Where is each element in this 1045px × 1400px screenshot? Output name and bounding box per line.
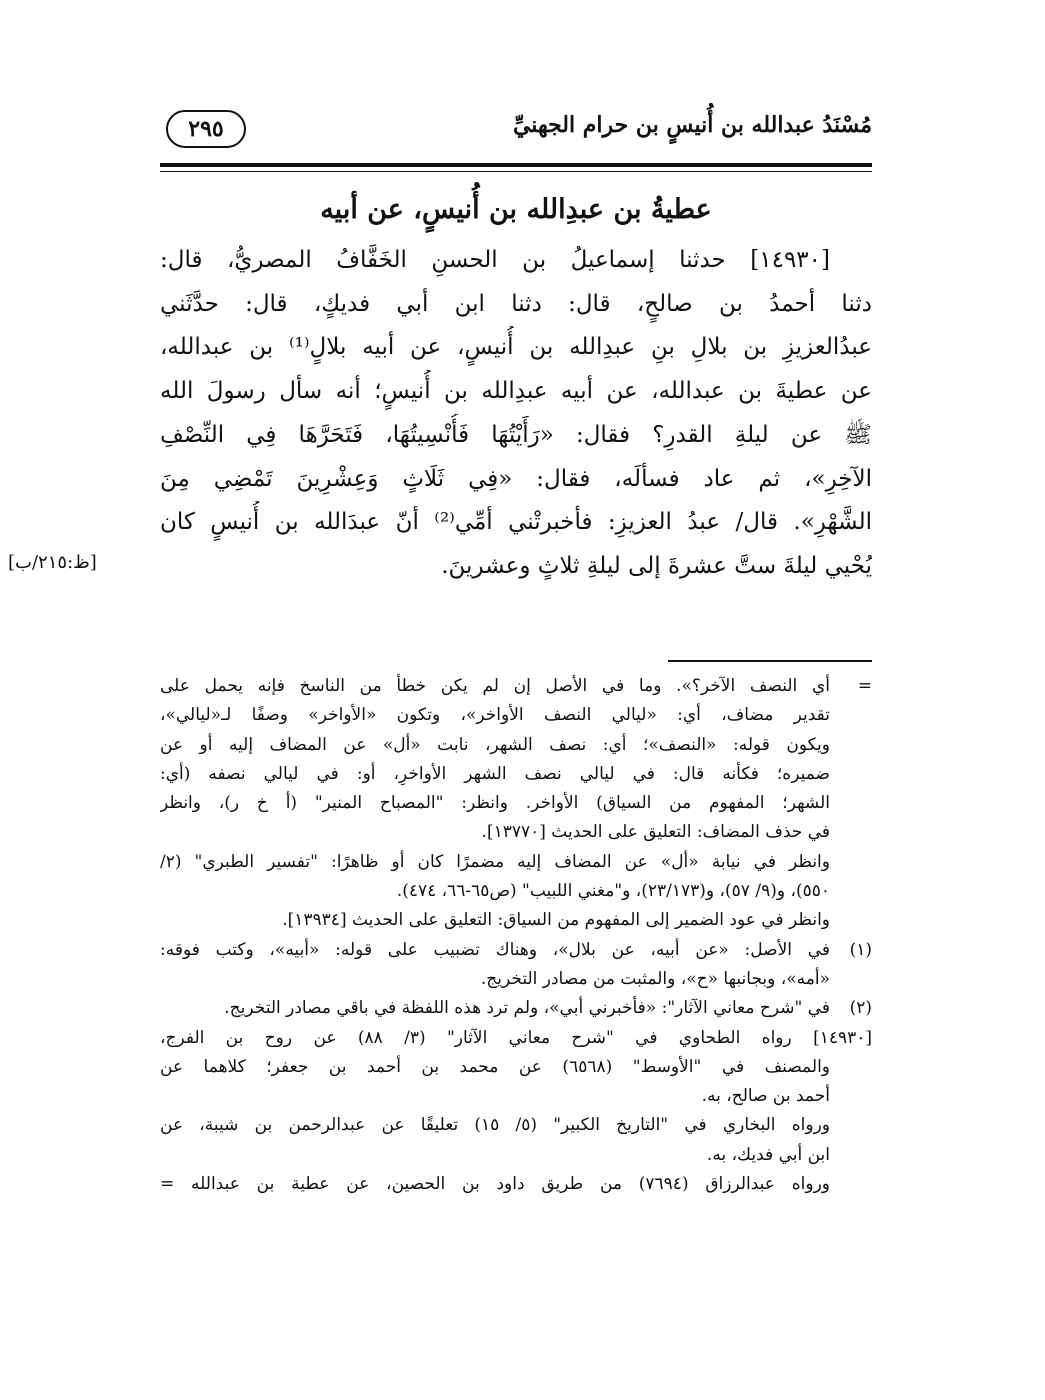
footnote-line: الشهر؛ المفهوم من السياق) الأواخر. وانظر: "المصباح المنير" (أ خ ر)، وانظر <box>160 793 830 814</box>
footnote-line: [١٤٩٣٠] رواه الطحاوي في "شرح معاني الآثار" (٣/ ٨٨) عن روح بن الفرج، <box>160 1027 872 1048</box>
footnote-line <box>160 994 872 1023</box>
text-line: عن عطيةَ بن عبدالله، عن أبيه عبدِالله بن أُنيسٍ؛ أنه سأل رسولَ الله <box>160 378 872 405</box>
footnote-line: وانظر في نيابة «أل» عن المضاف إليه مضمرًا كان أو ظاهرًا: "تفسير الطبري" (٢/ <box>160 851 830 872</box>
footnote-line: «أمه»، وبجانبها «ح»، والمثبت من مصادر التخريج. <box>480 968 830 989</box>
running-title: مُسْنَدُ عبدالله بن أُنيسٍ بن حرام الجهنيِّ <box>512 112 872 138</box>
footnote-line: ويكون قوله: «النصف»؛ أي: نصف الشهر، نابت «أل» عن المضاف إليه أو عن <box>160 734 830 755</box>
footnote-line <box>160 936 872 965</box>
footnote-line: في حذف المضاف: التعليق على الحديث [١٣٧٧٠]. <box>481 822 830 843</box>
footnote-line: وانظر في عود الضمير إلى المفهوم من السياق: التعليق على الحديث [١٣٩٣٤]. <box>282 910 830 931</box>
footnote-marker: (١) <box>849 939 872 960</box>
text-line: الشَّهْرِ». قال/ عبدُ العزيزِ: فأخبرتْني أمِّي⁽²⁾ أنّ عبدَالله بن أُنيسٍ كان <box>160 509 872 536</box>
text-line: يُحْيي ليلةَ ستَّ عشرةَ إلى ليلةِ ثلاثٍ وعشرينَ. <box>441 552 872 579</box>
footnote-text: في "شرح معاني الآثار": «فأخبرني أبي»، ولم ترد هذه اللفظة في باقي مصادر التخريج. <box>224 998 830 1019</box>
footnote-line: ضميره؛ فكأنه قال: في ليالي نصف الشهر الأواخرِ، أو: في ليالي نصفه (أي: <box>160 763 830 784</box>
section-heading: عطيةُ بن عبدِالله بن أُنيسٍ، عن أبيه <box>320 194 712 225</box>
footnotes <box>160 672 872 1199</box>
footnote-line: والمصنف في "الأوسط" (٦٥٦٨) عن محمد بن أحمد بن جعفر؛ كلاهما عن <box>160 1056 830 1077</box>
footnote-line: تقدير مضاف، أي: «ليالي النصف الأواخر»، وتكون «الأواخر» وصفًا لـ«ليالي»، <box>160 705 830 726</box>
header-rule-thin <box>160 171 872 172</box>
footnote-line: ٥٥٠)، و(٩/ ٥٧)، و(٢٣/١٧٣)، و"مغني اللبيب" (ص٦٥-٦٦، ٤٧٤). <box>396 881 830 902</box>
footnote-line: ابن أبي فديك، به. <box>706 1144 830 1165</box>
main-text <box>160 194 872 589</box>
footnote-line: ورواه البخاري في "التاريخ الكبير" (٥/ ١٥) تعليقًا عن عبدالرحمن بن شيبة، عن <box>160 1115 830 1136</box>
footnote-separator <box>668 660 872 662</box>
footnote-line <box>160 672 872 701</box>
running-head <box>160 104 872 160</box>
text-line: دثنا أحمدُ بن صالحٍ، قال: دثنا ابن أبي فديكٍ، قال: حدَّثَني <box>160 290 872 317</box>
text-line: ﷺ عن ليلةِ القدرِ؟ فقال: «رَأَيْتُهَا فَأُنْسِيتُهَا، فَتَحَرَّهَا فِي النِّصْفِ <box>160 421 872 448</box>
footnote-text: في الأصل: «عن أبيه، عن بلال»، وهناك تضبيب على قوله: «أبيه»، وكتب فوقه: <box>160 939 830 960</box>
footnote-marker: (٢) <box>849 998 872 1019</box>
text-line: [١٤٩٣٠] حدثنا إسماعيلُ بن الحسنِ الخَفَّافُ المصريُّ، قال: <box>160 247 830 273</box>
text-line: عبدُالعزيزِ بن بلالِ بنِ عبدِالله بن أُنيسٍ، عن أبيه بلالٍ⁽¹⁾ بن عبدالله، <box>160 334 872 361</box>
footnote-text: أي النصف الآخر؟». وما في الأصل إن لم يكن خطأ من الناسخ فإنه يحمل على <box>160 676 830 696</box>
footnote-line: ورواه عبدالرزاق (٧٦٩٤) من طريق داود بن الحصين، عن عطية بن عبدالله = <box>160 1174 830 1195</box>
header-rule-thick <box>160 163 872 167</box>
text-line: الآخِرِ»، ثم عاد فسألَه، فقال: «فِي ثَلَاثٍ وَعِشْرِينَ تَمْضِي مِنَ <box>160 465 872 492</box>
footnote-line: أحمد بن صالح، به. <box>701 1086 830 1107</box>
margin-reference: [ظ:٢١٥/ب] <box>8 552 97 573</box>
page-number: ٢٩٥ <box>166 110 246 148</box>
footnote-marker: = <box>857 676 872 696</box>
